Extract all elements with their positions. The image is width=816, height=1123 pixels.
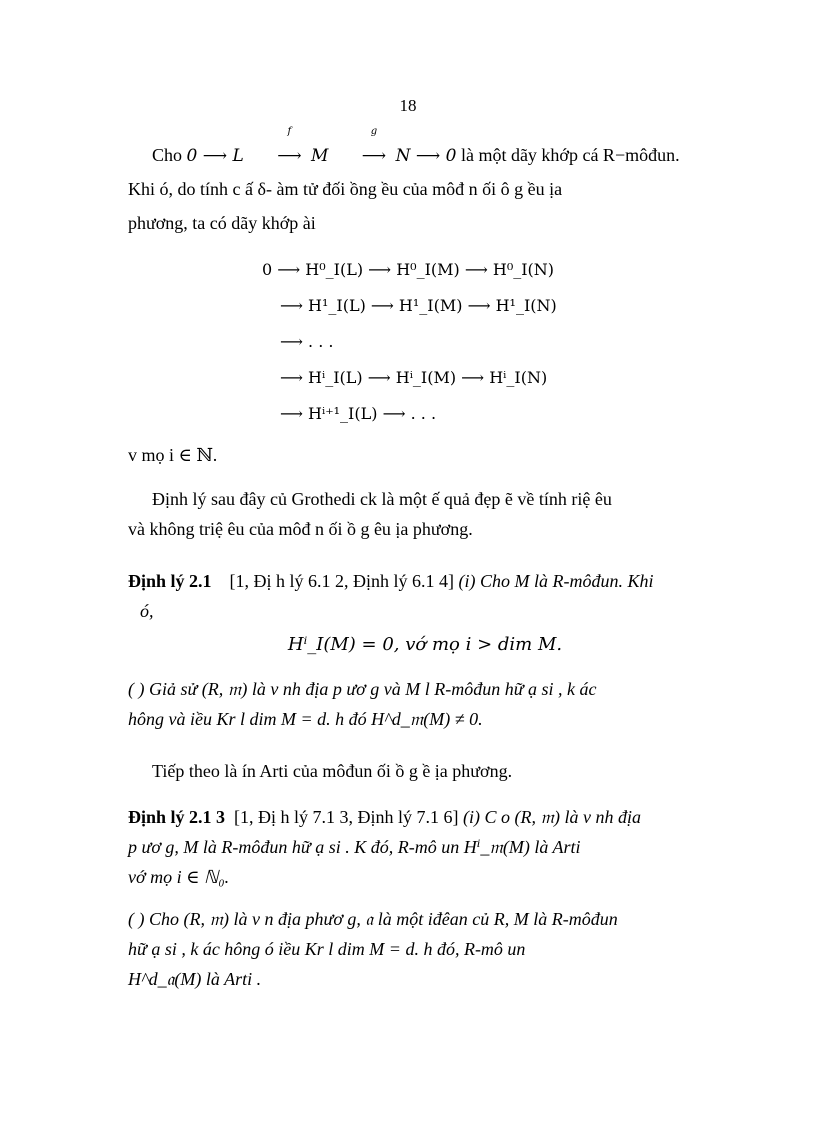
- intro-line-1: [128, 126, 720, 173]
- seq-line-4: ⟶ Hⁱ⁺¹_I(L) ⟶ . . .: [280, 404, 437, 423]
- theorem-2-label: Định lý 2.1 3: [128, 807, 226, 827]
- intro-suffix: là một dãy khớp cá R−môđun.: [460, 145, 680, 165]
- theorem-1-body-2: ó,: [140, 601, 154, 621]
- theorem-1-part2-line-2: hông và iều Kr l dim M = d. h đó H^d_𝔪(M) ≠ 0.: [128, 709, 483, 729]
- para2-line-1: Định lý sau đây củ Grothedi ck là một ế quả đẹp ẽ về tính riệ êu: [152, 489, 612, 509]
- theorem-1-body-1: (i) Cho M là R-môđun. Khi: [458, 571, 654, 591]
- theorem-2-part2-line-3: H^d_𝔞(M) là Arti .: [128, 969, 262, 989]
- theorem-2-body-2: p ươ g, M là R-môđun hữ ạ si . K đó, R-mô un Hⁱ_𝔪(M) là Arti: [128, 837, 581, 857]
- seq-line-1: ⟶ H¹_I(L) ⟶ H¹_I(M) ⟶ H¹_I(N): [280, 296, 557, 315]
- theorem-2-body-1: (i) C o (R, 𝔪) là v nh địa: [463, 807, 642, 827]
- seq-line-2: ⟶ . . .: [280, 332, 334, 351]
- theorem-2-body-3: vớ mọ i ∈ ℕ₀.: [128, 867, 230, 887]
- theorem-2-part2-line-1: ( ) Cho (R, 𝔪) là v n địa phươ g, 𝔞 là một iđêan củ R, M là R-môđun: [128, 909, 618, 929]
- theorem-2-header: [128, 802, 722, 832]
- for-all-line: v mọ i ∈ ℕ.: [128, 445, 218, 465]
- intro-prefix: Cho: [152, 145, 183, 165]
- theorem-1-formula: Hⁱ_I(M) = 0, vớ mọ i > dim M.: [287, 634, 563, 655]
- para2-line-2: và không triệ êu của môđ n ối ồ g êu ịa phương.: [128, 519, 473, 539]
- short-exact-sequence: 0 ⟶ L f ⟶ M g ⟶ N ⟶ 0: [186, 126, 457, 166]
- theorem-1-label: Định lý 2.1: [128, 571, 212, 591]
- long-exact-sequence: [262, 252, 557, 432]
- seq-line-0: 0 ⟶ H⁰_I(L) ⟶ H⁰_I(M) ⟶ H⁰_I(N): [262, 260, 555, 279]
- page-number: 18: [399, 96, 417, 115]
- theorem-2-ref: [1, Đị h lý 7.1 3, Định lý 7.1 6]: [234, 807, 459, 827]
- theorem-1-part2-line-1: ( ) Giả sử (R, 𝔪) là v nh địa p ươ g và M l R-môđun hữ ạ si , k ác: [128, 679, 597, 699]
- theorem-1-ref: [1, Đị h lý 6.1 2, Định lý 6.1 4]: [229, 571, 455, 591]
- theorem-2-part2-line-2: hữ ạ si , k ác hông ó iều Kr l dim M = d. h đó, R-mô un: [128, 939, 526, 959]
- intro-line-3: phương, ta có dãy khớp ài: [128, 213, 316, 233]
- seq-line-3: ⟶ Hⁱ_I(L) ⟶ Hⁱ_I(M) ⟶ Hⁱ_I(N): [280, 368, 548, 387]
- intro-line-2: Khi ó, do tính c ấ δ- àm tử đối ồng ều của môđ n ối ô g ều ịa: [128, 179, 563, 199]
- para3: Tiếp theo là ín Arti của môđun ối ồ g ề ịa phương.: [152, 761, 513, 781]
- theorem-1-header: [128, 566, 722, 596]
